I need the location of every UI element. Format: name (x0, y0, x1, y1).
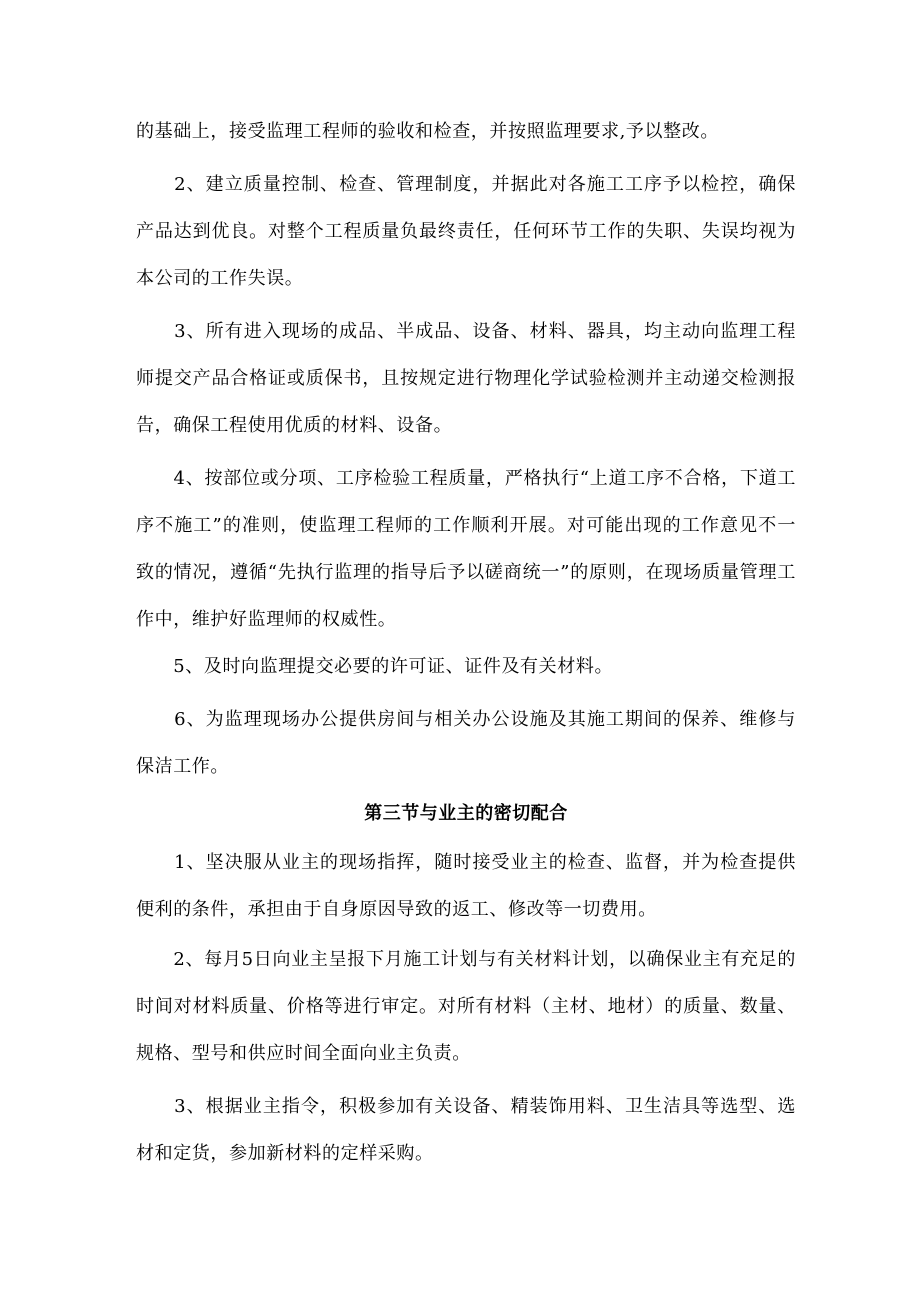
paragraph-section-item-3: 3、根据业主指令，积极参加有关设备、精装饰用料、卫生洁具等选型、选材和定货，参加新材料的定样采购。 (136, 1096, 796, 1164)
paragraph-item-5: 5、及时向监理提交必要的许可证、证件及有关材料。 (136, 656, 614, 677)
paragraph-item-4: 4、按部位或分项、工序检验工程质量，严格执行“上道工序不合格，下道工序不施工”的准则，使监理工程师的工作顺利开展。对可能出现的工作意见不一致的情况，遵循“先执行监理的指导后予以磋商统一”的原则，在现场质量管理工作中，维护好监理师的权威性。 (136, 468, 796, 630)
section-heading: 第三节与业主的密切配合 (364, 803, 568, 824)
paragraph-continuation: 的基础上，接受监理工程师的验收和检查，并按照监理要求,予以整改。 (136, 121, 719, 142)
paragraph-item-2: 2、建立质量控制、检查、管理制度，并据此对各施工工序予以检控，确保产品达到优良。对整个工程质量负最终责任，任何环节工作的失职、失误均视为本公司的工作失误。 (136, 174, 796, 289)
paragraph-item-3: 3、所有进入现场的成品、半成品、设备、材料、器具，均主动向监理工程师提交产品合格证或质保书，且按规定进行物理化学试验检测并主动递交检测报告，确保工程使用优质的材料、设备。 (136, 321, 796, 436)
paragraph-section-item-1: 1、坚决服从业主的现场指挥，随时接受业主的检查、监督，并为检查提供便利的条件，承担由于自身原因导致的返工、修改等一切费用。 (136, 852, 796, 920)
paragraph-item-6: 6、为监理现场办公提供房间与相关办公设施及其施工期间的保养、维修与保洁工作。 (136, 709, 796, 777)
paragraph-section-item-2: 2、每月5日向业主呈报下月施工计划与有关材料计划，以确保业主有充足的时间对材料质量、价格等进行审定。对所有材料（主材、地材）的质量、数量、规格、型号和供应时间全面向业主负责。 (136, 949, 796, 1064)
